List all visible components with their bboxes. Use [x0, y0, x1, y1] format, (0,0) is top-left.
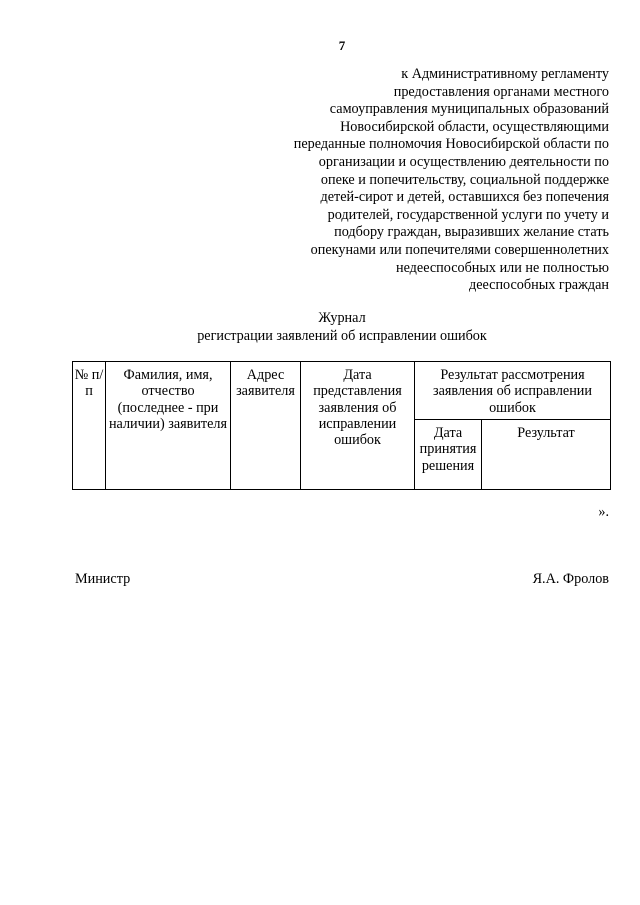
header-number: № п/п: [73, 362, 106, 490]
appendix-note: [209, 66, 609, 295]
appendix-line: Новосибирской области, осуществляющими: [340, 118, 609, 135]
appendix-line: родителей, государственной услуги по учету и: [327, 206, 609, 223]
header-address: Адрес заявителя: [231, 362, 301, 490]
journal-heading: [0, 310, 640, 345]
appendix-line: опекунами или попечителями совершеннолетних: [310, 241, 609, 258]
header-full-name: Фамилия, имя, отчество (последнее - при наличии) заявителя: [106, 362, 231, 490]
table-header-row: [73, 362, 611, 420]
signature-name: Я.А. Фролов: [532, 571, 609, 587]
header-review-result: Результат рассмотрения заявления об исправлении ошибок: [415, 362, 611, 420]
appendix-line: переданные полномочия Новосибирской области по: [293, 136, 609, 153]
header-decision-date: Дата принятия решения: [415, 420, 482, 490]
journal-title: Журнал: [318, 310, 366, 326]
appendix-line: самоуправления муниципальных образований: [329, 101, 609, 118]
appendix-line: детей-сирот и детей, оставшихся без попечения: [320, 189, 609, 206]
appendix-line: недееспособных или не полностью: [395, 259, 609, 276]
signature-role: Министр: [75, 571, 131, 587]
journal-table: [72, 361, 611, 490]
page-number: 7: [338, 38, 346, 53]
header-result: Результат: [482, 420, 611, 490]
closing-quote-mark: ».: [598, 504, 609, 520]
header-submission-date: Дата представления заявления об исправлении ошибок: [301, 362, 415, 490]
appendix-line: дееспособных граждан: [469, 277, 609, 294]
appendix-line: предоставления органами местного: [393, 83, 609, 100]
appendix-line: к Административному регламенту: [401, 66, 609, 82]
appendix-line: опеке и попечительству, социальной поддержке: [320, 171, 609, 188]
journal-subtitle: регистрации заявлений об исправлении ошибок: [197, 327, 487, 344]
appendix-line: организации и осуществлению деятельности по: [318, 153, 609, 170]
appendix-line: подбору граждан, выразивших желание стать: [334, 224, 609, 241]
